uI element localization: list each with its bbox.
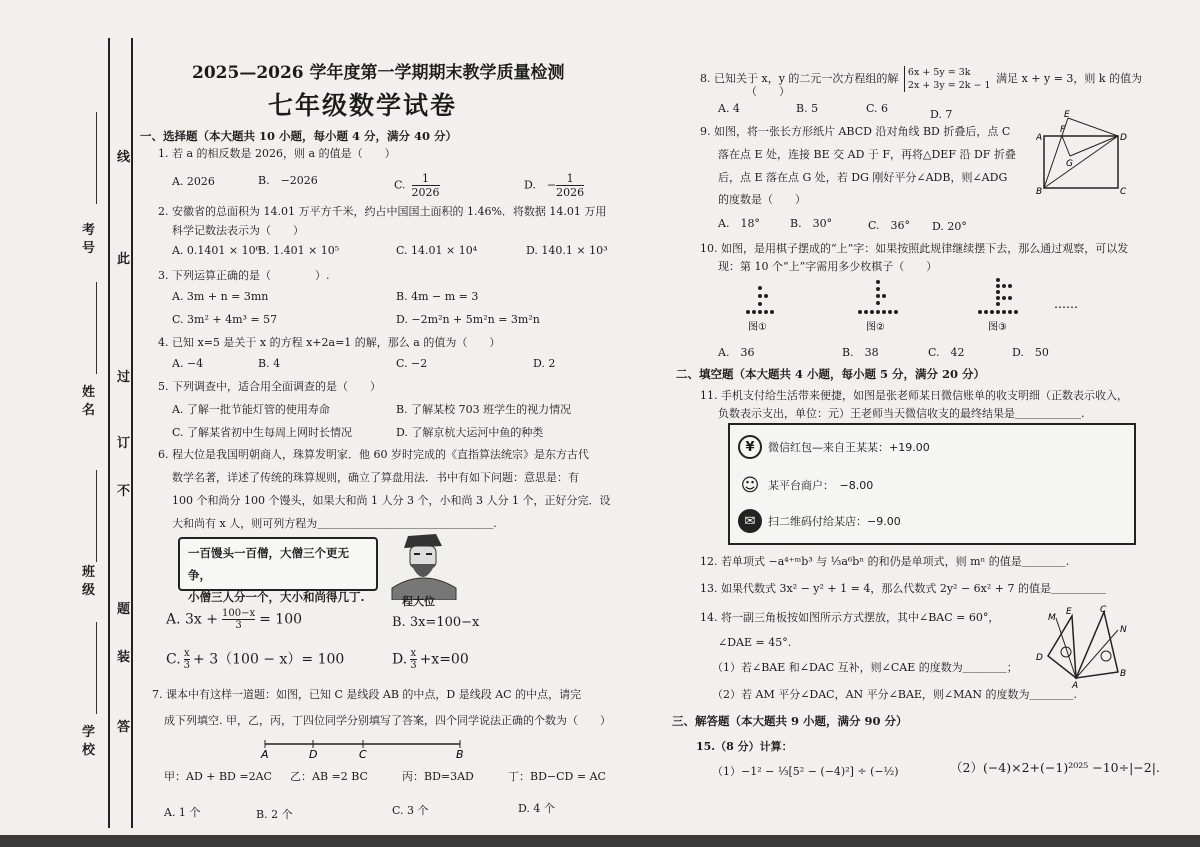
class-underline [96, 470, 97, 562]
label-e: E [1064, 110, 1070, 120]
q9-line2: 落在点 E 处，连接 BE 交 AD 于 F，再将△DEF 沿 DF 折叠 [718, 148, 1016, 161]
binding-char: 此 [117, 252, 131, 267]
mail-icon: ✉ [738, 509, 762, 533]
q10-option-b: B. 38 [842, 346, 879, 359]
q4-option-d: D. 2 [533, 357, 556, 370]
q9-line4: 的度数是（ ） [718, 193, 806, 206]
q1-option-d: D. − $\frac{1}{2026}$ [524, 172, 585, 199]
pattern-3 [978, 278, 1018, 314]
binding-char: 过 [117, 370, 131, 385]
q15-part2: （2）(−4)×2+(−1)²⁰²⁵ −10÷|−2|. [950, 760, 1160, 775]
poem-line2: 小僧三人分一个，大小和尚得几丁. [188, 590, 365, 604]
ray-an [1076, 630, 1118, 678]
section2-heading: 二、填空题（本大题共 4 小题，每小题 5 分，满分 20 分） [676, 367, 986, 381]
q8-eq2: 2x + 3y = 2k − 1 [907, 80, 991, 91]
pattern-1 [746, 286, 774, 314]
q11-line2: 负数表示支出，单位：元）王老师当天微信收支的最终结果是＿＿＿＿＿＿. [718, 407, 1085, 420]
q9-line3: 后，点 E 落在点 G 处，若 DG 刚好平分∠ADB，则∠ADG [718, 171, 1008, 184]
triangle-bac [1076, 612, 1118, 678]
q8-option-d: D. 7 [930, 108, 953, 121]
q12-text: 12. 若单项式 −a⁴⁺ᵐb³ 与 ⅓a⁶bⁿ 的和仍是单项式，则 mⁿ 的值是＿＿＿＿. [700, 555, 1070, 568]
q4-option-a: A. −4 [172, 357, 204, 370]
bill-row-text: 扫二维码付给某店：−9.00 [768, 515, 901, 528]
label-a2: A [1072, 681, 1079, 688]
q6-option-b: B. 3x=100−x [392, 615, 480, 630]
binding-line-right [131, 38, 133, 828]
yuan-icon: ¥ [738, 435, 762, 459]
binding-char: 不 [117, 484, 131, 499]
wechat-bill-box [728, 423, 1136, 545]
q10-line2: 现：第 10 个“上”字需用多少枚棋子（ ） [718, 260, 938, 273]
label-b: B [1036, 187, 1043, 196]
q6-line4: 大和尚有 x 人，则可列方程为＿＿＿＿＿＿＿＿＿＿＿＿＿＿＿＿. [172, 517, 497, 530]
q2-line2: 科学记数法表示为（ ） [172, 224, 304, 237]
triangle-dae [1048, 616, 1076, 678]
diagonal-bd [1044, 136, 1118, 188]
school-underline [96, 622, 97, 714]
q8-paren: （ ） [746, 85, 790, 98]
binding-char: 题 [117, 602, 131, 617]
label-c2: C [1100, 605, 1107, 615]
q8-eq1: 6x + 5y = 3k [907, 67, 971, 78]
q5-option-c: C. 了解某省初中生每周上网时长情况 [172, 426, 353, 439]
q5-option-a: A. 了解一批节能灯管的使用寿命 [172, 403, 330, 416]
q3-stem: 3. 下列运算正确的是（ ）. [158, 269, 330, 282]
q8-option-c: C. 6 [866, 102, 889, 115]
q6-line3: 100 个和尚分 100 个馒头，如果大和尚 1 人分 3 个，小和尚 3 人分 1 个，正好分完．设 [172, 494, 611, 507]
label-c: C [1120, 187, 1127, 196]
bill-row-text: 微信红包—来自王某某：+19.00 [768, 441, 930, 454]
q6-option-a: A. 3x + $\frac{100-x}{3}$ = 100 [166, 608, 303, 631]
q2-option-a: A. 0.1401 × 10⁶ [172, 244, 261, 257]
q10-option-d: D. 50 [1012, 346, 1049, 359]
q15-title: 15.（8 分）计算： [696, 740, 793, 753]
segment-fg [1062, 136, 1070, 156]
label-m: M [1048, 613, 1056, 623]
school-label: 学校 [82, 725, 96, 758]
q1-option-a: A. 2026 [172, 175, 215, 188]
section1-heading: 一、选择题（本大题共 10 小题，每小题 4 分，满分 40 分） [140, 129, 458, 143]
exam-no-underline [96, 112, 97, 204]
poem-line1: 一百馒头一百僧，大僧三个更无争， [188, 546, 349, 582]
q6-line1: 6. 程大位是我国明朝商人，珠算发明家．他 60 岁时完成的《直指算法统宗》是东方古代 [158, 448, 589, 461]
pattern-2 [858, 280, 898, 314]
label-b2: B [1120, 669, 1127, 679]
q8-option-b: B. 5 [796, 102, 819, 115]
q9-line1: 9. 如图，将一张长方形纸片 ABCD 沿对角线 BD 折叠后，点 C [700, 125, 1011, 138]
label-d2: D [1036, 653, 1043, 663]
q14-part1: （1）若∠BAE 和∠DAC 互补，则∠CAE 的度数为＿＿＿＿； [712, 661, 1018, 674]
binding-char: 线 [117, 150, 131, 165]
segment-figure [255, 736, 475, 762]
q7-line2: 成下列填空. 甲，乙，丙，丁四位同学分别填写了答案，四个同学说法正确的个数为（ ） [164, 714, 611, 727]
name-label: 姓名 [82, 385, 96, 418]
label-n: N [1120, 625, 1127, 635]
q10-option-c: C. 42 [928, 346, 965, 359]
q5-option-b: B. 了解某校 703 班学生的视力情况 [396, 403, 572, 416]
q6-option-d: D. $\frac{x}{3}$ +x=00 [392, 648, 469, 671]
name-underline [96, 282, 97, 374]
q11-line1: 11. 手机支付给生活带来便捷，如图是张老师某日微信账单的收支明细（正数表示收入， [700, 389, 1128, 402]
cheng-dawei-portrait [384, 528, 464, 600]
q6-option-c: C. $\frac{x}{3}$ + 3（100 − x）= 100 [166, 648, 345, 671]
q7-line1: 7. 课本中有这样一道题：如图，已知 C 是线段 AB 的中点，D 是线段 AC 的中点，请完 [152, 688, 582, 701]
q1-option-c: C. $\frac{1}{2026}$ [394, 172, 440, 199]
pattern-1-label: 图① [748, 322, 767, 333]
label-e2: E [1066, 607, 1072, 617]
label-f: F [1060, 125, 1066, 135]
q7-option-a: A. 1 个 [164, 806, 201, 819]
q3-option-d: D. −2m²n + 5m²n = 3m²n [396, 313, 540, 326]
q7-jia: 甲：AD + BD =2AC [164, 770, 272, 783]
class-label: 班级 [82, 565, 96, 598]
q9-option-a: A. 18° [718, 217, 760, 230]
q7-option-c: C. 3 个 [392, 804, 429, 817]
q9-option-c: C. 36° [868, 219, 911, 232]
q7-yi: 乙：AB =2 BC [290, 770, 368, 783]
q13-text: 13. 如果代数式 3x² − y² + 1 = 4，那么代数式 2y² − 6x² + 7 的值是＿＿＿＿＿ [700, 582, 1106, 595]
q5-stem: 5. 下列调查中，适合用全面调查的是（ ） [158, 380, 381, 393]
q5-option-d: D. 了解京杭大运河中鱼的种类 [396, 426, 544, 439]
q3-option-a: A. 3m + n = 3mn [172, 290, 269, 303]
portrait-caption: 程大位 [402, 595, 435, 608]
q2-option-b: B. 1.401 × 10⁵ [258, 244, 340, 257]
q1-option-b: B. −2026 [258, 174, 318, 187]
q1-stem: 1. 若 a 的相反数是 2026，则 a 的值是（ ） [158, 147, 396, 160]
q4-option-c: C. −2 [396, 357, 428, 370]
q7-bing: 丙：BD=3AD [402, 770, 474, 783]
q14-part2: （2）若 AM 平分∠DAC，AN 平分∠BAE，则∠MAN 的度数为＿＿＿＿. [712, 688, 1077, 701]
hole-right [1101, 651, 1111, 661]
q8-option-a: A. 4 [718, 102, 740, 115]
scan-bottom-edge [0, 835, 1200, 847]
bill-row-merchant [738, 473, 873, 497]
chess-pattern-figure [740, 276, 1100, 338]
pattern-3-label: 图③ [988, 322, 1007, 333]
fold-figure [1036, 110, 1132, 196]
triangle-set-figure [1026, 604, 1136, 688]
q7-option-b: B. 2 个 [256, 808, 293, 821]
binding-char: 装 [117, 650, 131, 665]
q4-stem: 4. 已知 x=5 是关于 x 的方程 x+2a=1 的解，那么 a 的值为（ ） [158, 336, 501, 349]
pattern-2-label: 图② [866, 322, 885, 333]
q3-option-c: C. 3m² + 4m³ = 57 [172, 313, 278, 326]
q9-option-d: D. 20° [932, 220, 967, 233]
q7-ding: 丁：BD−CD = AC [508, 770, 606, 783]
q10-option-a: A. 36 [718, 346, 755, 359]
binding-char: 答 [117, 720, 131, 735]
binding-char: 订 [117, 436, 131, 451]
point-b-label: B [456, 748, 464, 761]
bill-row-qrcode [738, 509, 901, 533]
q9-option-b: B. 30° [790, 217, 833, 230]
point-a-label: A [261, 748, 269, 761]
label-a: A [1036, 133, 1043, 143]
q2-option-d: D. 140.1 × 10³ [526, 244, 608, 257]
label-d: D [1120, 133, 1127, 143]
bill-row-text: 某平台商户： −8.00 [768, 479, 874, 492]
q14-line1: 14. 将一副三角板按如图所示方式摆放，其中∠BAC = 60°， [700, 611, 1000, 624]
pattern-ellipsis: …… [1054, 297, 1078, 311]
q15-part1: （1）−1² − ⅓[5² − (−4)²] ÷ (−½) [712, 765, 899, 778]
q6-line2: 数学名著，详述了传统的珠算规则，确立了算盘用法．书中有如下问题：意思是：有 [172, 471, 579, 484]
q8-stem: 8. 已知关于 x，y 的二元一次方程组的解 6x + 5y = 3k 2x + 3y = 2k − 1 满足 x + y = 3，则 k 的值为 [700, 67, 1143, 91]
q2-option-c: C. 14.01 × 10⁴ [396, 244, 478, 257]
q3-option-b: B. 4m − m = 3 [396, 290, 479, 303]
bill-row-hongbao [738, 435, 930, 459]
subject-title: 七年级数学试卷 [268, 91, 458, 120]
exam-no-label: 考号 [82, 223, 96, 256]
point-c-label: C [359, 748, 367, 761]
q4-option-b: B. 4 [258, 357, 281, 370]
point-d-label: D [309, 748, 318, 761]
q7-option-d: D. 4 个 [518, 802, 555, 815]
binding-line-left [108, 38, 110, 828]
smile-icon: ☺ [740, 474, 760, 496]
q2-line1: 2. 安徽省的总面积为 14.01 万平方千米，约占中国国土面积的 1.46%．将数据 14.01 万用 [158, 205, 607, 218]
q10-line1: 10. 如图，是用棋子摆成的“上”字：如果按照此规律继续摆下去，那么通过观察，可以发 [700, 242, 1129, 255]
exam-title: 2025—2026 学年度第一学期期末教学质量检测 [192, 63, 565, 83]
section3-heading: 三、解答题（本大题共 9 小题，满分 90 分） [672, 714, 908, 728]
poem-box [178, 537, 378, 604]
q14-line2: ∠DAE = 45°. [718, 636, 792, 649]
label-g: G [1066, 159, 1073, 169]
segment-ed [1068, 118, 1118, 136]
